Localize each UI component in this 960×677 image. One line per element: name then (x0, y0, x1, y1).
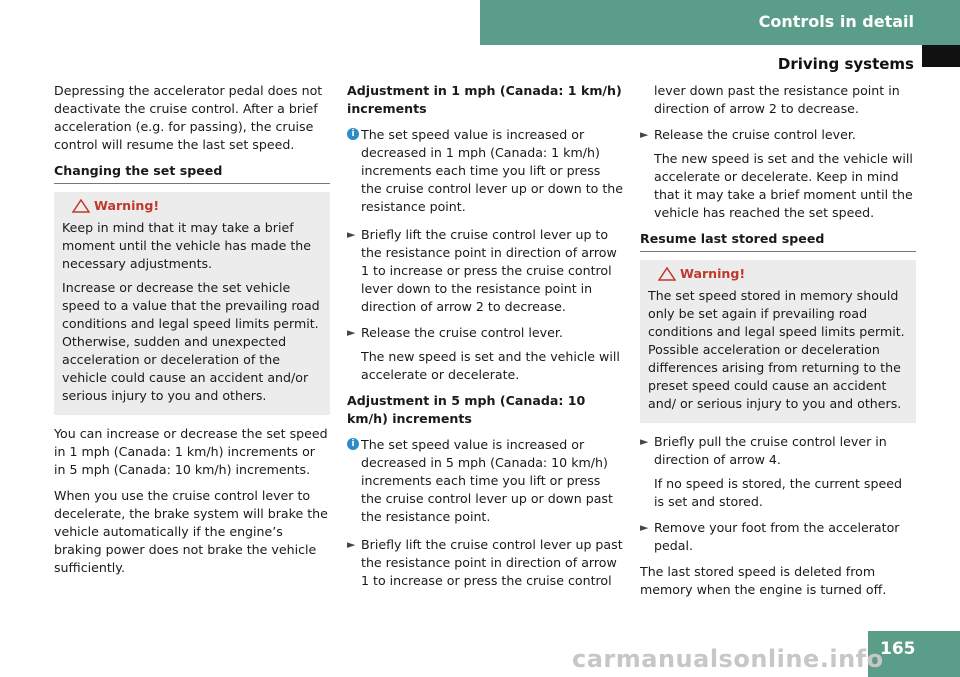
info-note (347, 436, 623, 526)
section-title: Controls in detail (758, 12, 914, 31)
body-paragraph: When you use the cruise control lever to decelerate, the brake system will brake the vehicle automatically if the engine’s braking power does not brake the vehicle sufficiently. (54, 488, 328, 575)
closing-paragraph: The last stored speed is deleted from memory when the engine is turned off. (640, 564, 887, 597)
step-result: If no speed is stored, the current speed is set and stored. (654, 476, 902, 509)
header-marker (922, 45, 960, 67)
intro-paragraph: Depressing the accelerator pedal does not deactivate the cruise control. After a brief acceleration (e.g. for passing), the cruise control will resume the last set speed. (54, 83, 323, 152)
column-2 (347, 82, 623, 598)
arrow-bullet-icon: ► (347, 326, 356, 339)
column-1 (54, 82, 330, 585)
step-continuation (640, 82, 916, 118)
info-text: The set speed value is increased or decreased in 5 mph (Canada: 10 km/h) increments each time you lift or press the cruise control lever up or down past the resistance point. (361, 437, 613, 524)
body-paragraph: You can increase or decrease the set speed in 1 mph (Canada: 1 km/h) increments or in 5 mph (Canada: 10 km/h) increments. (54, 426, 328, 477)
warning-text: The set speed stored in memory should only be set again if prevailing road conditions and legal speed limits permit. Possible acceleration or deceleration differences arising from returning to the preset speed could cause an accident and/ or serious injury to you and others. (648, 288, 905, 411)
subsection-title: Driving systems (777, 55, 914, 73)
warning-box (640, 260, 916, 423)
step-item (347, 536, 623, 590)
warning-box (54, 192, 330, 415)
subheading-1mph: Adjustment in 1 mph (Canada: 1 km/h) increments (347, 83, 622, 116)
step-item (640, 126, 916, 222)
heading-resume-last-stored-speed: Resume last stored speed (640, 230, 916, 252)
step-item (640, 519, 916, 555)
warning-title-text: Warning! (680, 266, 746, 281)
arrow-bullet-icon: ► (347, 228, 356, 241)
step-item (640, 433, 916, 511)
page-number: 165 (880, 639, 916, 659)
info-note (347, 126, 623, 216)
subheading-5mph: Adjustment in 5 mph (Canada: 10 km/h) increments (347, 393, 586, 426)
step-text: Briefly lift the cruise control lever up past the resistance point in direction of arrow 1 to increase or press the cruise control (361, 537, 623, 588)
info-icon: i (347, 128, 359, 140)
warning-title (648, 265, 908, 283)
heading-changing-set-speed: Changing the set speed (54, 162, 330, 184)
warning-title-text: Warning! (94, 198, 160, 213)
step-text: Briefly lift the cruise control lever up to the resistance point in direction of arrow 1 to increase or press the cruise control lever down to the resistance point in direction of arrow 2 to decrease. (361, 227, 617, 314)
info-text: The set speed value is increased or decreased in 1 mph (Canada: 1 km/h) increments each time you lift or press the cruise control lever up or down to the resistance point. (361, 127, 624, 214)
warning-text: Increase or decrease the set vehicle speed to a value that the prevailing road conditions and legal speed limits permit. Otherwise, sudden and unexpected acceleration or deceleration of the vehicle could cause an accident and/or serious injury to you and others. (62, 280, 320, 403)
step-item (347, 226, 623, 316)
warning-text: Keep in mind that it may take a brief moment until the vehicle has made the necessary adjustments. (62, 220, 312, 271)
warning-title (62, 197, 322, 215)
watermark: carmanualsonline.info (572, 645, 884, 673)
arrow-bullet-icon: ► (640, 521, 649, 534)
step-result: The new speed is set and the vehicle will accelerate or decelerate. Keep in mind that it may take a brief moment until the vehicle has reached the set speed. (654, 151, 913, 220)
column-3 (640, 82, 916, 607)
step-item (347, 324, 623, 384)
arrow-bullet-icon: ► (347, 538, 356, 551)
arrow-bullet-icon: ► (640, 128, 649, 141)
warning-triangle-icon (658, 267, 676, 281)
step-text: Release the cruise control lever. (361, 325, 563, 340)
arrow-bullet-icon: ► (640, 435, 649, 448)
step-text: Release the cruise control lever. (654, 127, 856, 142)
warning-triangle-icon (72, 199, 90, 213)
step-text: lever down past the resistance point in direction of arrow 2 to decrease. (654, 83, 900, 116)
step-text: Briefly pull the cruise control lever in direction of arrow 4. (654, 434, 887, 467)
step-result: The new speed is set and the vehicle will accelerate or decelerate. (361, 349, 620, 382)
step-text: Remove your foot from the accelerator pedal. (654, 520, 900, 553)
info-icon: i (347, 438, 359, 450)
